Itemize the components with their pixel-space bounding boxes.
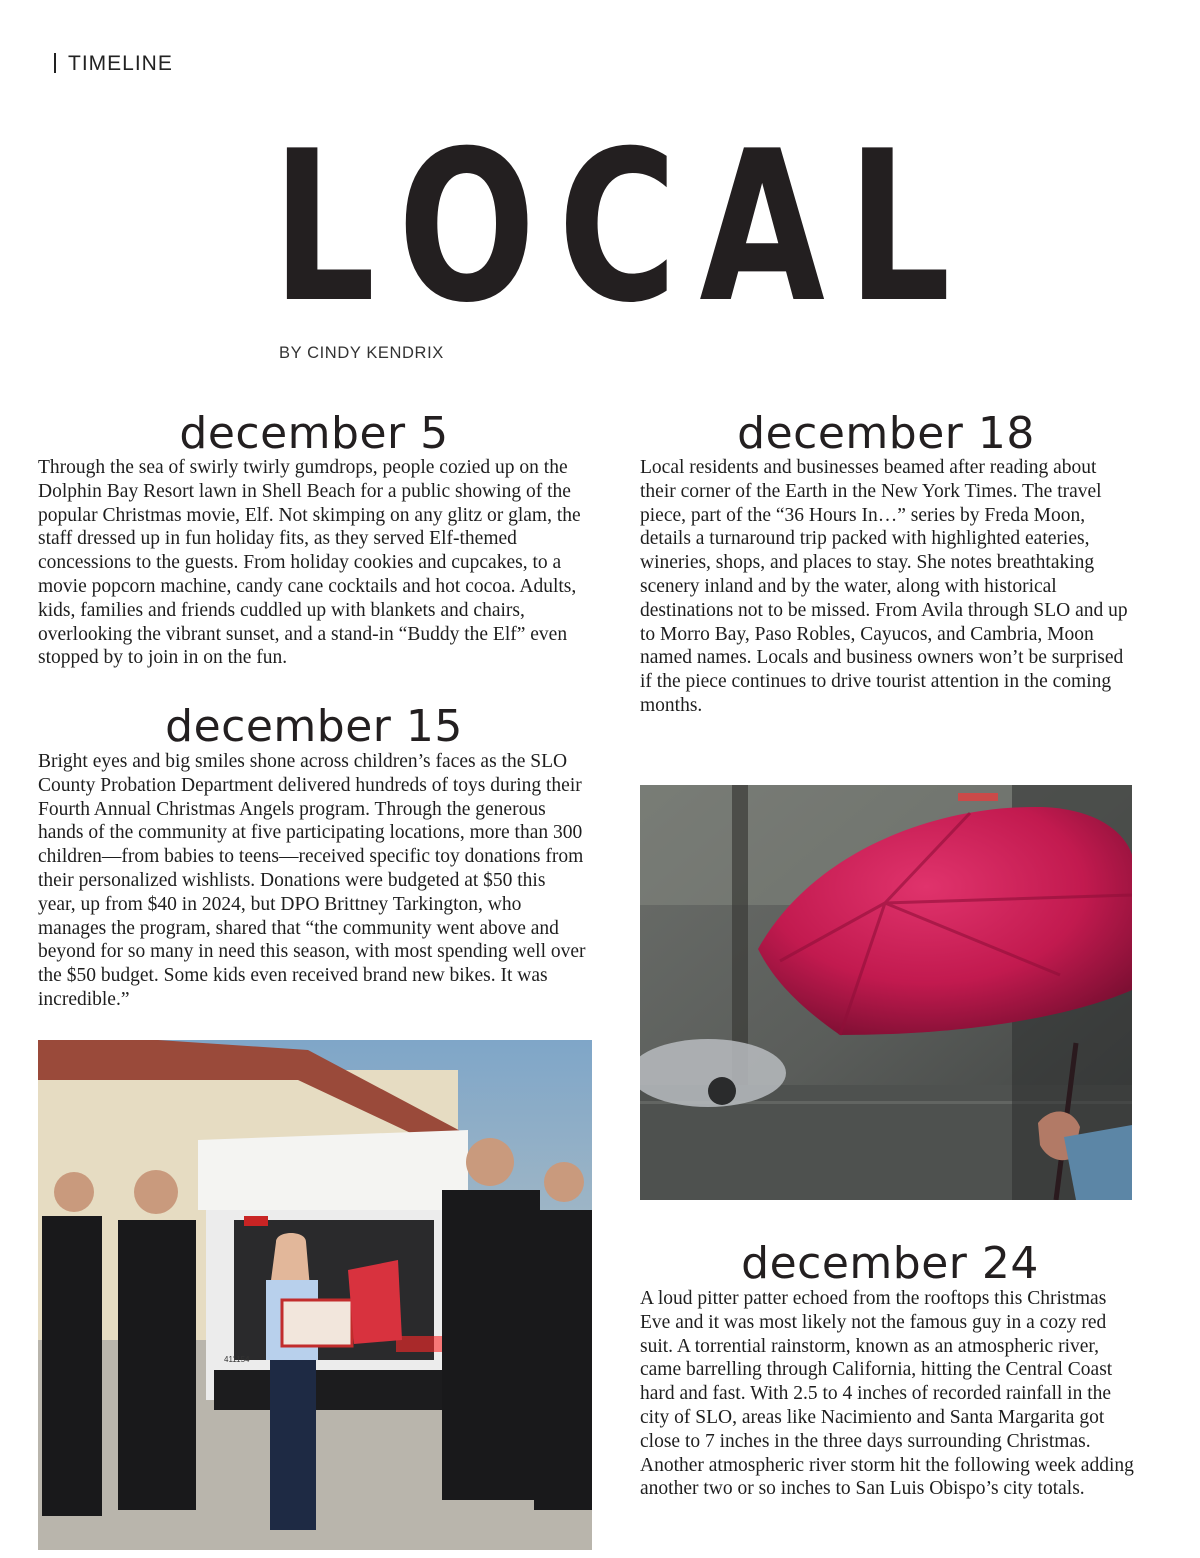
masthead-letter: C: [557, 107, 678, 349]
entry-date: december 15: [165, 701, 463, 752]
masthead-letter: O: [397, 107, 536, 349]
vehicle-number: 411154: [224, 1355, 250, 1364]
section-tag: [54, 52, 173, 76]
section-divider: [54, 53, 56, 73]
masthead-letter: L: [272, 107, 376, 349]
entry-text: Through the sea of swirly twirly gumdrops, people cozied up on the Dolphin Bay Resort lawn in Shell Beach for a public showing of the popular Christmas movie, Elf. Not skimping on any glitz or glam, the staff dressed up in fun holiday fits, as they served Elf-themed concessions to the guests. From holiday cookies and cupcakes, to a movie popcorn machine, candy cane cocktails and hot cocoa. Adults, kids, families and friends cuddled up with blankets and chairs, overlooking the vibrant sunset, and a stand-in “Buddy the Elf” even stopped by to join in on the fun.: [38, 457, 581, 669]
masthead-letter: L: [847, 107, 951, 349]
umbrella-photo: [640, 785, 1132, 1200]
entry-date: december 18: [737, 408, 1035, 459]
entry-text: Bright eyes and big smiles shone across children’s faces as the SLO County Probation Department delivered hundreds of toys during their Fourth Annual Christmas Angels program. Through the generous hands of the community at five participating locations, more than 300 children—from babies to teens—received specific toy donations from their personalized wishlists. Donations were budgeted at $50 this year, up from $40 in 2024, but DPO Brittney Tarkington, who manages the program, shared that “the community went above and beyond for so many in need this season, with most spending well over the $50 budget. Some kids even received brand new bikes. It was incredible.”: [38, 751, 586, 1010]
entry-text: Local residents and businesses beamed after reading about their corner of the Earth in the New York Times. The travel piece, part of the “36 Hours In…” series by Freda Moon, details a turnaround trip packed with highlighted eateries, wineries, shops, and places to stay. She notes breathtaking scenery inland and by the water, along with historical destinations not to be missed. From Avila through SLO and up to Morro Bay, Paso Robles, Cayucos, and Cambria, Moon named names. Locals and business owners won’t be surprised if the piece continues to drive tourist attention in the coming months.: [640, 457, 1128, 716]
masthead-title: [272, 107, 951, 349]
entry-date: december 5: [179, 408, 449, 459]
section-label: TIMELINE: [68, 52, 173, 75]
entry-text: A loud pitter patter echoed from the rooftops this Christmas Eve and it was most likely not the famous guy in a cozy red suit. A torrential rainstorm, known as an atmospheric river, came barrelling through California, hitting the Central Coast hard and fast. With 2.5 to 4 inches of recorded rainfall in the city of SLO, areas like Nacimiento and Santa Margarita got close to 7 inches in the three days surrounding Christmas. Another atmospheric river storm hit the following week adding another two or so inches to San Luis Obispo’s city totals.: [640, 1288, 1134, 1500]
entry-date: december 24: [741, 1238, 1039, 1289]
byline: BY CINDY KENDRIX: [279, 344, 444, 362]
probation-group-photo: [38, 1040, 592, 1550]
masthead-letter: A: [699, 107, 825, 349]
